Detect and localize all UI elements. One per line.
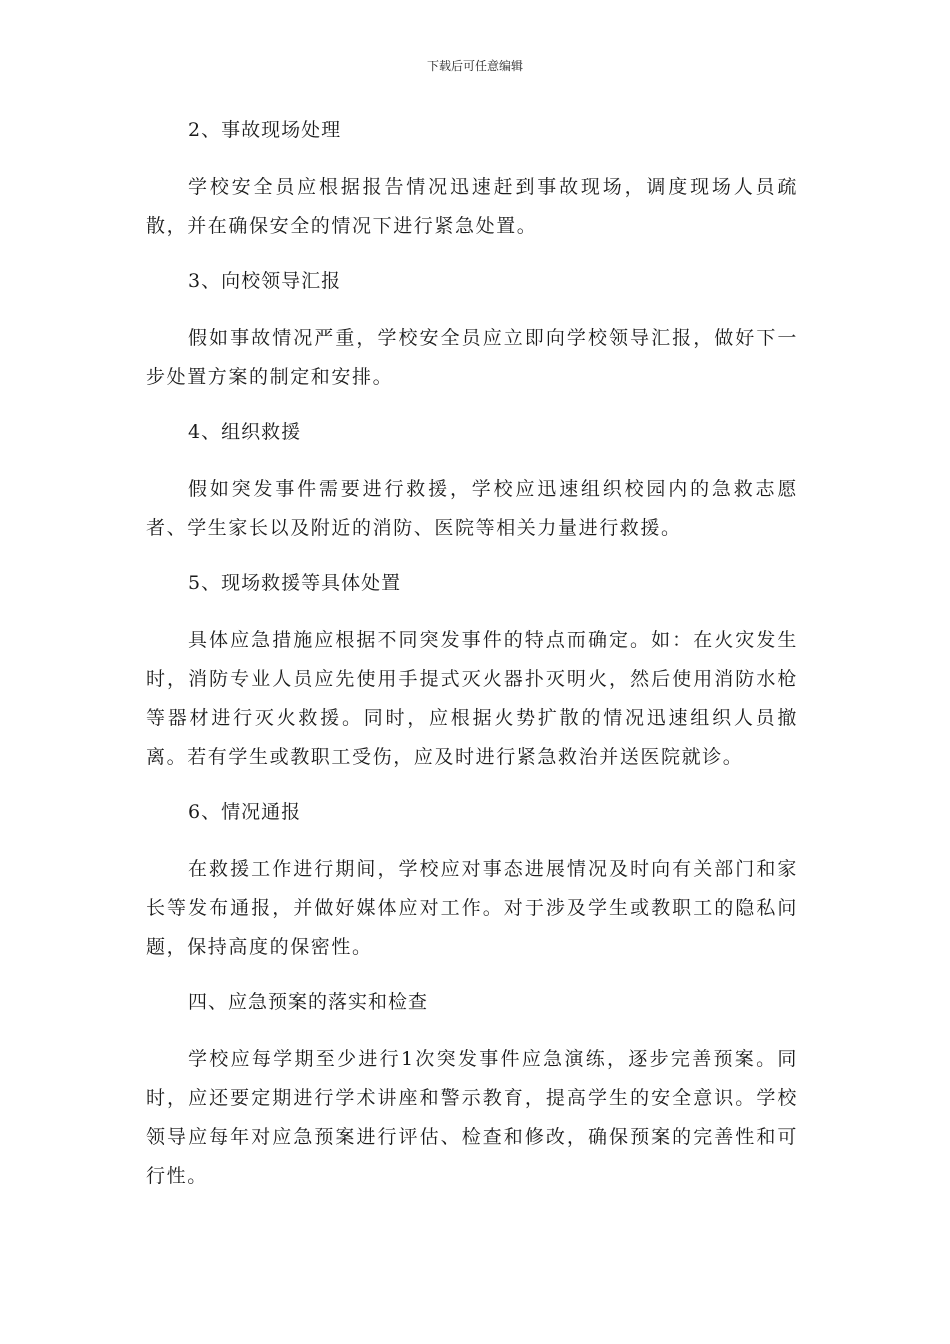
section-paragraph: 假如突发事件需要进行救援，学校应迅速组织校园内的急救志愿者、学生家长以及附近的消防、医院等相关力量进行救援。: [146, 478, 798, 539]
section-paragraph: 学校应每学期至少进行1次突发事件应急演练，逐步完善预案。同时，应还要定期进行学术讲座和警示教育，提高学生的安全意识。学校领导应每年对应急预案进行评估、检查和修改，确保预案的完善性和可行性。: [146, 1048, 798, 1187]
section-paragraph: 在救援工作进行期间，学校应对事态进展情况及时向有关部门和家长等发布通报，并做好媒体应对工作。对于涉及学生或教职工的隐私问题，保持高度的保密性。: [146, 858, 798, 958]
section-heading: 6、情况通报: [188, 801, 302, 823]
section-heading: 5、现场救援等具体处置: [188, 572, 402, 594]
section-paragraph: 具体应急措施应根据不同突发事件的特点而确定。如：在火灾发生时，消防专业人员应先使用手提式灭火器扑灭明火，然后使用消防水枪等器材进行灭火救援。同时，应根据火势扩散的情况迅速组织人员撤离。若有学生或教职工受伤，应及时进行紧急救治并送医院就诊。: [146, 629, 798, 768]
section-heading: 四、应急预案的落实和检查: [188, 991, 429, 1013]
section-paragraph: 假如事故情况严重，学校安全员应立即向学校领导汇报，做好下一步处置方案的制定和安排。: [146, 327, 798, 388]
section-paragraph: 学校安全员应根据报告情况迅速赶到事故现场，调度现场人员疏散，并在确保安全的情况下进行紧急处置。: [146, 176, 798, 237]
document-body: [146, 113, 798, 1214]
header-note: 下载后可任意编辑: [426, 59, 523, 73]
section-heading: 3、向校领导汇报: [188, 270, 342, 292]
section-heading: 4、组织救援: [188, 421, 302, 443]
section-heading: 2、事故现场处理: [188, 119, 342, 141]
